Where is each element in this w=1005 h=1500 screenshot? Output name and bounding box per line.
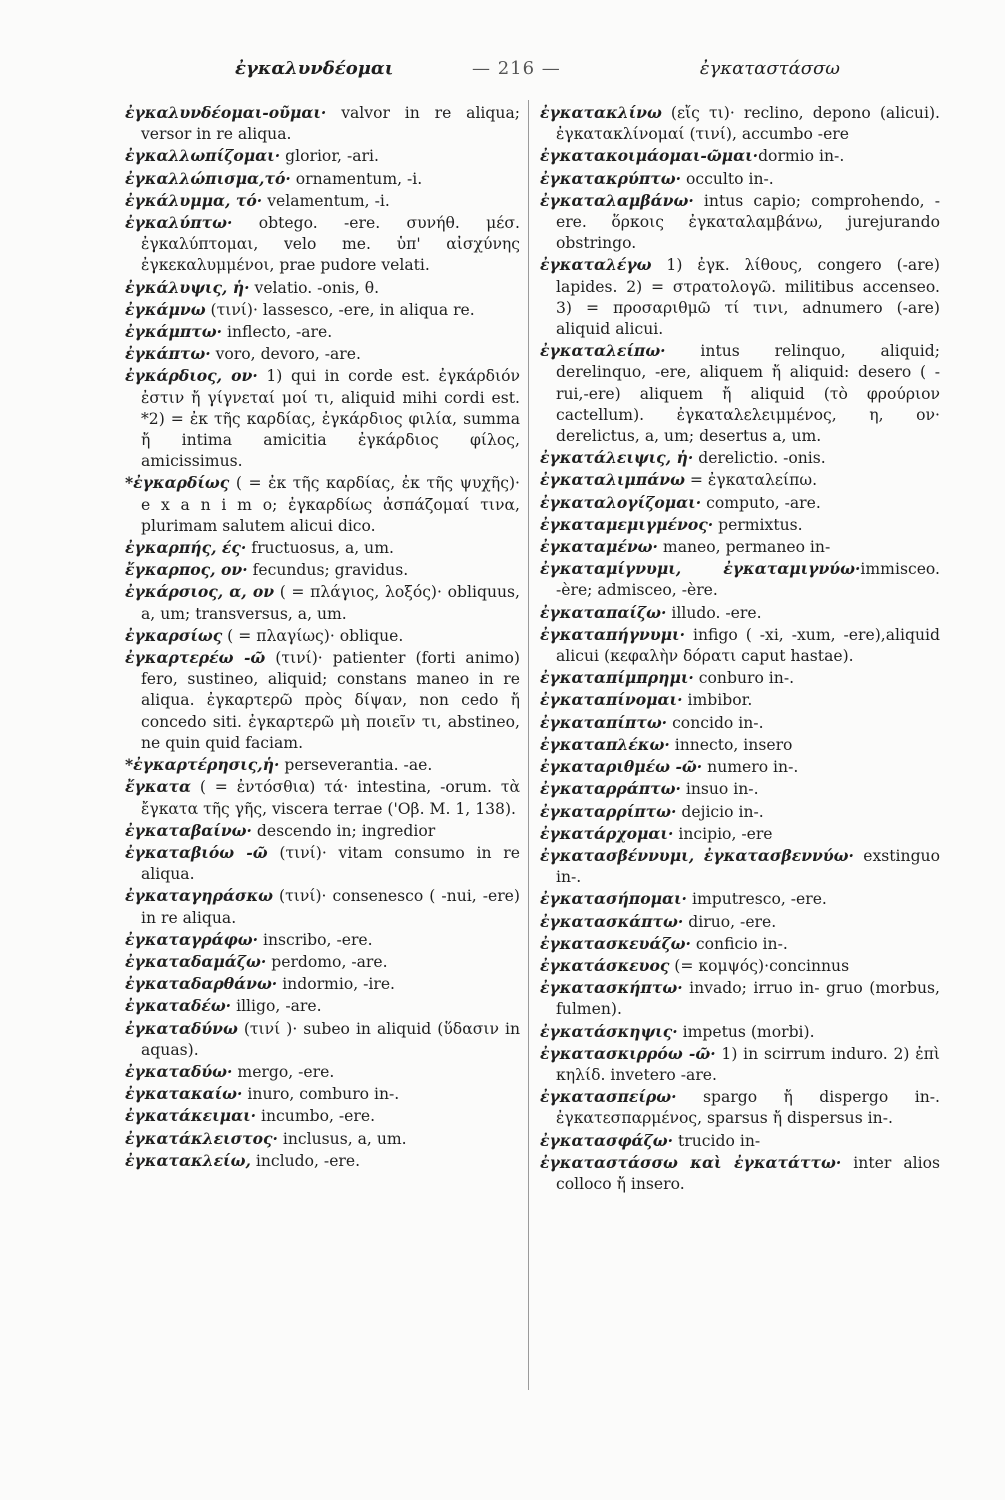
dictionary-entry [540, 254, 940, 340]
entry-definition: spargo ἤ dispergo in-. ἐγκατεσπαρμένος, sparsus ἤ dispersus in-. [556, 1088, 940, 1128]
entry-definition: illigo, -are. [231, 997, 322, 1016]
dictionary-entry [125, 973, 520, 995]
entry-definition: (= κομψός)·concinnus [669, 956, 850, 975]
entry-definition: immisceo. -ère; admisceo, -ère. [556, 560, 940, 600]
dictionary-entry [125, 212, 520, 277]
entry-definition: illudo. -ere. [666, 603, 762, 622]
dictionary-entry [125, 472, 520, 537]
dictionary-entry [540, 845, 940, 888]
entry-headword: ἐγκαταπαίζω· [540, 602, 667, 622]
entry-headword: *ἐγκαρτέρησις,ἡ· [125, 755, 280, 775]
entry-headword: ἐγκατακοιμάομαι-ῶμαι· [540, 146, 759, 166]
entry-definition: dejicio in-. [676, 802, 764, 821]
entry-headword: ἐγκαταπήγνυμι· [540, 624, 686, 644]
entry-definition: voro, devoro, -are. [210, 345, 361, 364]
entry-headword: ἐγκατασκιρρόω -ῶ· [540, 1043, 716, 1063]
dictionary-entry [540, 168, 940, 190]
entry-headword: ἔγκατα [125, 777, 191, 797]
entry-definition: 1) in scirrum induro. 2) ἐπὶ κηλίδ. invetero -are. [556, 1044, 940, 1084]
entry-headword: ἐγκάλυψις, ἡ· [125, 277, 250, 297]
entry-headword: ἐγκαταρρίπτω· [540, 801, 677, 821]
dictionary-entry [540, 492, 940, 514]
entry-headword: ἐγκαταπλέκω· [540, 734, 670, 754]
entry-headword: ἔγκαρπος, ον· [125, 560, 248, 580]
entry-headword: *ἐγκαρδίως [125, 473, 230, 493]
dictionary-entry [540, 977, 940, 1020]
entry-definition: (τινί)· consenesco ( -nui, -ere) in re aliqua. [141, 887, 520, 927]
dictionary-entry [125, 1061, 520, 1083]
entry-definition: ( = πλάγιος, λοξός)· obliquus, a, um; transversus, a, um. [141, 583, 520, 623]
dictionary-entry [125, 321, 520, 343]
entry-headword: ἐγκαλλώπισμα,τό· [125, 168, 291, 188]
entry-headword: ἐγκατακαίω· [125, 1084, 243, 1104]
entry-definition: inter alios colloco ἤ insero. [556, 1153, 940, 1193]
entry-definition: derelictio. -onis. [693, 449, 826, 468]
dictionary-entry [540, 190, 940, 255]
dictionary-entry [125, 190, 520, 212]
dictionary-entry [540, 447, 940, 469]
dictionary-entry [125, 299, 520, 321]
entry-headword: ἐγκαταβιόω -ῶ [125, 842, 268, 862]
entry-headword: ἐγκατασκήπτω· [540, 978, 683, 998]
entry-headword: ἐγκαταστάσσω καὶ ἐγκατάττω· [540, 1152, 842, 1172]
entry-headword: ἐγκαταμίγνυμι, ἐγκαταμιγνύω· [540, 559, 861, 579]
entry-definition: insuo in-. [680, 780, 759, 799]
entry-headword: ἐγκαταγράφω· [125, 929, 259, 949]
entry-headword: ἐγκατάρχομαι· [540, 823, 674, 843]
entry-definition: obtego. -ere. συνήθ. μέσ. ἐγκαλύπτομαι, velo me. ὑπ' αἰσχύνης ἐγκεκαλυμμένοι, prae pudore velati. [141, 214, 520, 275]
dictionary-entry [540, 1021, 940, 1043]
dictionary-entry [125, 168, 520, 190]
dictionary-entry [125, 559, 520, 581]
entry-definition: conficio in-. [690, 934, 788, 953]
entry-headword: ἐγκαλλωπίζομαι· [125, 146, 281, 166]
entry-headword: ἐγκατακλείω, [125, 1150, 251, 1170]
entry-definition: fructuosus, a, um. [246, 539, 394, 558]
header-left-guideword: ἐγκαλυνδέομαι [235, 58, 394, 79]
entry-headword: ἐγκατάλειψις, ἡ· [540, 448, 694, 468]
entry-headword: ἐγκαρπής, ές· [125, 538, 247, 558]
entry-headword: ἐγκαταβαίνω· [125, 820, 252, 840]
dictionary-entry [125, 754, 520, 776]
entry-headword: ἐγκαταπίπτω· [540, 712, 668, 732]
entry-headword: ἐγκατασπείρω· [540, 1087, 677, 1107]
dictionary-entry [125, 1018, 520, 1061]
dictionary-entry [125, 776, 520, 819]
entry-headword: ἐγκαταδύνω [125, 1018, 238, 1038]
entry-headword: ἐγκάμνω [125, 299, 206, 319]
entry-headword: ἐγκαταλογίζομαι· [540, 492, 702, 512]
entry-definition: (τινί)· vitam consumo in re aliqua. [141, 843, 520, 884]
dictionary-entry [540, 1152, 940, 1195]
dictionary-entry [540, 469, 940, 491]
dictionary-entry [125, 995, 520, 1017]
entry-definition: ( = πλαγίως)· oblique. [222, 626, 404, 645]
entry-definition: mergo, -ere. [232, 1062, 335, 1081]
entry-definition: inflecto, -are. [222, 323, 333, 342]
dictionary-entry [125, 365, 520, 472]
entry-definition: concido in-. [667, 713, 764, 732]
entry-headword: ἐγκαταδαρθάνω· [125, 974, 278, 994]
entry-headword: ἐγκαταρράπτω· [540, 779, 681, 799]
entry-headword: ἐγκαταγηράσκω [125, 886, 273, 906]
entry-headword: ἐγκαταλείπω· [540, 341, 666, 361]
entry-definition: (εἴς τι)· reclino, depono (alicui). ἐγκατακλίνομαί (τινί), accumbo -ere [556, 104, 940, 144]
entry-definition: maneo, permaneo in- [657, 538, 831, 557]
entry-headword: ἐγκατάκλειστος· [125, 1128, 278, 1148]
entry-definition: imputresco, -ere. [687, 890, 827, 909]
dictionary-entry [125, 1083, 520, 1105]
entry-definition: ornamentum, -i. [290, 169, 423, 188]
entry-headword: ἐγκαταπίνομαι· [540, 690, 683, 710]
dictionary-entry [125, 1105, 520, 1127]
dictionary-entry [540, 1130, 940, 1152]
column-divider [528, 100, 529, 1390]
dictionary-entry [540, 602, 940, 624]
dictionary-entry [125, 885, 520, 928]
entry-headword: ἐγκαταδύω· [125, 1061, 233, 1081]
entry-definition: diruo, -ere. [683, 912, 777, 931]
page-number: — 216 — [472, 58, 561, 79]
dictionary-entry [125, 1150, 520, 1172]
dictionary-entry [540, 536, 940, 558]
dictionary-entry [125, 581, 520, 624]
entry-headword: ἐγκαταδαμάζω· [125, 951, 267, 971]
left-column [125, 102, 520, 1172]
entry-definition: exstinguo in-. [556, 846, 940, 887]
entry-definition: imbibor. [682, 691, 753, 710]
dictionary-entry [540, 340, 940, 447]
entry-headword: ἐγκατασφάζω· [540, 1130, 674, 1150]
header-right-guideword: ἐγκαταστάσσω [699, 58, 840, 79]
dictionary-entry [540, 102, 940, 145]
entry-definition: permixtus. [713, 515, 803, 534]
entry-headword: ἐγκαταλιμπάνω [540, 470, 685, 490]
dictionary-entry [125, 145, 520, 167]
dictionary-entry [125, 102, 520, 145]
entry-definition: intus relinquo, aliquid; derelinquo, -ere, aliquem ἤ aliquid: desero ( -rui,-ere) aliquem ἤ aliquid (τὸ φρούριον cactellum). ἐγκαταλελειμμένος, η, ον· derelictus, a, um; desertus a, um. [556, 342, 940, 446]
dictionary-entry [540, 734, 940, 756]
entry-definition: ( = ἐντόσθια) τά· intestina, -orum. τὰ ἔγκατα τῆς γῆς, viscera terrae ('Oβ. M. 1, 138). [141, 778, 520, 818]
entry-definition: dormio in-. [758, 147, 845, 166]
entry-headword: ἐγκατακρύπτω· [540, 168, 682, 188]
entry-definition: occulto in-. [681, 169, 774, 188]
entry-definition: inclusus, a, um. [277, 1129, 407, 1148]
dictionary-entry [125, 625, 520, 647]
entry-headword: ἐγκατάσκευος [540, 955, 670, 975]
entry-headword: ἐγκαλυνδέομαι-οῦμαι· [125, 103, 327, 122]
dictionary-entry [540, 955, 940, 977]
entry-definition: = ἐγκαταλείπω. [684, 471, 818, 490]
dictionary-entry [125, 647, 520, 754]
dictionary-entry [540, 689, 940, 711]
entry-headword: ἐγκαταπίμπρημι· [540, 668, 694, 688]
entry-headword: ἐγκατασβέννυμι, ἐγκατασβεννύω· [540, 845, 854, 865]
entry-headword: ἐγκαταλέγω [540, 255, 652, 275]
entry-definition: indormio, -ire. [277, 975, 396, 994]
dictionary-entry [125, 343, 520, 365]
dictionary-entry [540, 145, 940, 167]
dictionary-entry [125, 1128, 520, 1150]
entry-headword: ἐγκαταμεμιγμένος· [540, 514, 714, 534]
entry-headword: ἐγκαρτερέω -ῶ [125, 648, 266, 668]
entry-definition: velamentum, -i. [262, 191, 390, 210]
right-column [540, 102, 940, 1195]
entry-headword: ἐγκατασκευάζω· [540, 933, 691, 953]
dictionary-entry [540, 1086, 940, 1129]
entry-definition: infigo ( -xi, -xum, -ere),aliquid alicui (κεφαλὴν δόρατι caput hastae). [556, 625, 940, 666]
entry-headword: ἐγκάρσιος, α, ον [125, 582, 275, 602]
dictionary-entry [540, 667, 940, 689]
entry-definition: impetus (morbi). [677, 1022, 815, 1041]
entry-headword: ἐγκατασκάπτω· [540, 911, 684, 931]
entry-definition: intus capio; comprohendo, -ere. ὅρκοις ἐγκαταλαμβάνω, jurejurando obstringo. [556, 191, 940, 253]
entry-definition: fecundus; gravidus. [247, 561, 409, 580]
entry-definition: numero in-. [702, 758, 799, 777]
entry-definition: (τινί)· lassesco, -ere, in aliqua re. [205, 300, 475, 319]
entry-definition: perseverantia. -ae. [279, 756, 433, 775]
dictionary-entry [540, 712, 940, 734]
dictionary-entry [540, 888, 940, 910]
entry-definition: incipio, -ere [673, 824, 773, 843]
page-header [140, 58, 865, 88]
entry-definition: perdomo, -are. [266, 952, 388, 971]
dictionary-entry [540, 778, 940, 800]
entry-definition: valvor in re aliqua; versor in re aliqua. [141, 104, 520, 144]
entry-definition: trucido in- [673, 1131, 761, 1150]
dictionary-entry [540, 624, 940, 667]
entry-headword: ἐγκατάκειμαι· [125, 1106, 257, 1126]
entry-definition: velatio. -onis, θ. [249, 278, 380, 297]
entry-headword: ἐγκατασήπομαι· [540, 889, 687, 909]
entry-headword: ἐγκάμπτω· [125, 322, 223, 342]
entry-headword: ἐγκαταριθμέω -ῶ· [540, 757, 703, 777]
entry-headword: ἐγκαρσίως [125, 625, 223, 645]
entry-headword: ἐγκάλυμμα, τό· [125, 190, 263, 210]
entry-definition: descendo in; ingredior [251, 821, 436, 840]
entry-definition: conburo in-. [693, 669, 795, 688]
entry-headword: ἐγκαταδέω· [125, 996, 232, 1016]
entry-definition: 1) ἐγκ. λίθους, congero (-are) lapides. 2) = στρατολογῶ. militibus accenseo. 3) = προσαριθμῶ τί τινι, adnumero (-are) aliquid alicui. [556, 256, 940, 339]
dictionary-entry [125, 537, 520, 559]
dictionary-entry [540, 801, 940, 823]
dictionary-entry [540, 911, 940, 933]
entry-headword: ἐγκάρδιος, ον· [125, 366, 258, 386]
entry-definition: innecto, insero [669, 735, 793, 754]
dictionary-entry [540, 558, 940, 601]
entry-headword: ἐγκαταλαμβάνω· [540, 190, 694, 210]
dictionary-entry [540, 933, 940, 955]
entry-definition: invado; irruo in- gruo (morbus, fulmen). [556, 979, 940, 1019]
entry-headword: ἐγκαταμένω· [540, 537, 658, 557]
dictionary-entry [125, 820, 520, 842]
entry-definition: glorior, -ari. [280, 147, 379, 166]
dictionary-entry [540, 756, 940, 778]
entry-definition: ( = ἐκ τῆς καρδίας, ἐκ τῆς ψυχῆς)· e x a n i m o; ἐγκαρδίως ἀσπάζομαί τινα, plurimam salutem alicui dico. [141, 474, 520, 535]
entry-headword: ἐγκατακλίνω [540, 103, 662, 122]
dictionary-entry [125, 929, 520, 951]
entry-definition: (τινί )· subeo in aliquid (ὕδασιν in aquas). [141, 1019, 520, 1059]
dictionary-entry [125, 951, 520, 973]
entry-headword: ἐγκατάσκηψις· [540, 1021, 678, 1041]
dictionary-entry [125, 842, 520, 885]
dictionary-entry [540, 823, 940, 845]
entry-headword: ἐγκάπτω· [125, 344, 211, 364]
entry-definition: includo, -ere. [250, 1151, 361, 1170]
entry-definition: (τινί)· patienter (forti animo) fero, sustineo, aliquid; constans maneo in re aliqua. ἐγκαρτερῶ πρὸς δίψαν, non cedo ἤ concedo siti. ἐγκαρτερῶ μὴ ποιεῖν τι, abstineo, ne quin quid faciam. [141, 649, 521, 752]
entry-headword: ἐγκαλύπτω· [125, 213, 233, 233]
dictionary-entry [540, 514, 940, 536]
dictionary-entry [540, 1043, 940, 1086]
entry-definition: incumbo, -ere. [256, 1107, 376, 1126]
dictionary-entry [125, 277, 520, 299]
entry-definition: computo, -are. [701, 493, 821, 512]
entry-definition: inuro, comburo in-. [242, 1085, 400, 1104]
entry-definition: inscribo, -ere. [258, 930, 373, 949]
entry-definition: 1) qui in corde est. ἐγκάρδιόν ἐστιν ἤ γίγνεταί μοί τι, aliquid mihi cordi est. *2) = ἐκ τῆς καρδίας, ἐγκάρδιος φιλία, summa ἤ intima amicitia ἐγκάρδιος φίλος, amicissimus. [141, 367, 520, 471]
